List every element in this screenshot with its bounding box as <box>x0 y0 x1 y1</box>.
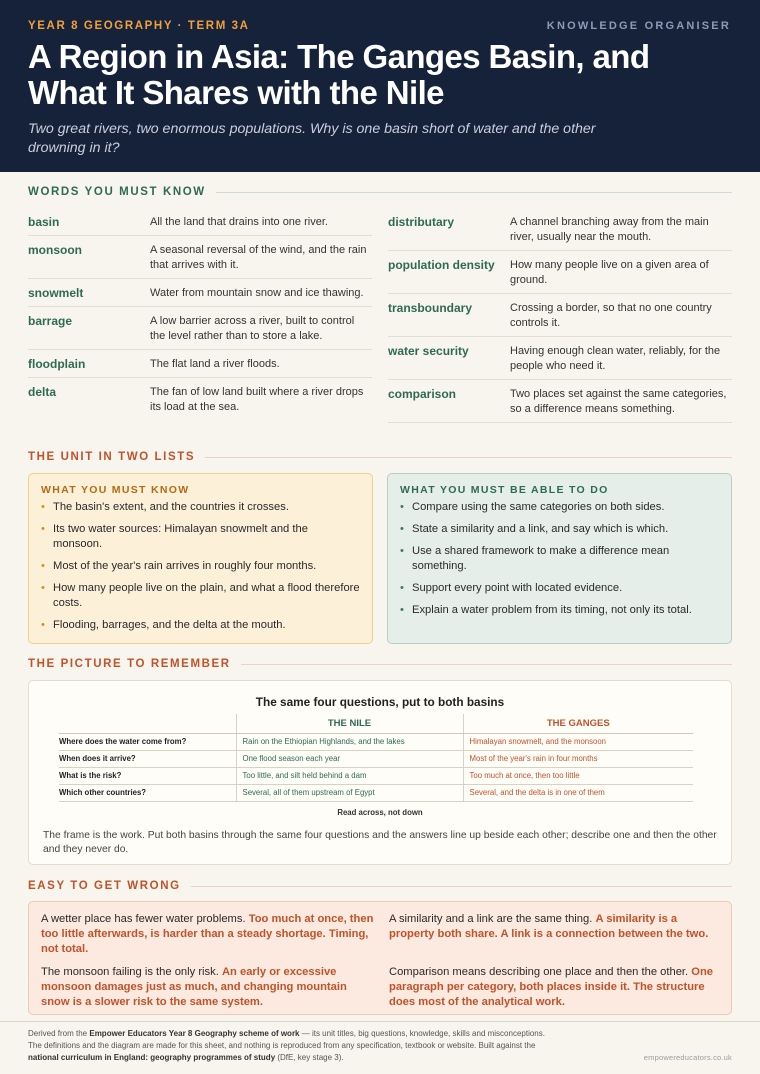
misconception-correction: Too much at once, then too little afterwards, is harder than a steady shortage. Timing, not total. <box>41 913 374 955</box>
divider <box>205 457 732 458</box>
glossary-definition: How many people live on a given area of ground. <box>510 259 709 286</box>
must-know-list <box>41 500 360 633</box>
misconception-text: The monsoon failing is the only risk. <box>41 966 222 978</box>
must-do-list <box>400 500 719 618</box>
must-know-item: • How many people live on the plain, and what a flood therefore costs. <box>41 581 360 611</box>
footer-source: Empower Educators Year 8 Geography scheme of work <box>89 1029 300 1038</box>
question-cell: When does it arrive? <box>59 750 236 767</box>
glossary-term: water security <box>388 344 469 358</box>
misconception-text: A wetter place has fewer water problems. <box>41 913 249 925</box>
footer-website: empowereducators.co.uk <box>643 1053 732 1062</box>
footer-text: — its unit titles, big questions, knowledge, skills and misconceptions. The definitions and the diagram are made for this sheet, and nothing is reproduced from any specification, textbook or website. Built against the <box>28 1029 545 1050</box>
misconceptions-box <box>28 901 732 1015</box>
glossary-term: basin <box>28 215 60 229</box>
glossary-definition: Two places set against the same categories, so a difference means something. <box>510 388 727 415</box>
nile-cell: Rain on the Ethiopian Highlands, and the lakes <box>236 733 463 750</box>
must-do-item: • Support every point with located evidence. <box>400 581 719 596</box>
misconception-correction: An early or excessive monsoon damages just as much, and changing mountain snow is a slower risk to the same system. <box>41 966 347 1008</box>
must-know-item: • Its two water sources: Himalayan snowmelt and the monsoon. <box>41 522 360 552</box>
glossary-row <box>28 307 372 350</box>
glossary-row <box>28 378 372 420</box>
page-subtitle: Two great rivers, two enormous populations. Why is one basin short of water and the other drowning in it? <box>28 121 596 156</box>
ganges-cell: Himalayan snowmelt, and the monsoon <box>463 733 693 750</box>
misconception-text: Comparison means describing one place and then the other. <box>389 966 692 978</box>
glossary-definition: The flat land a river floods. <box>150 358 280 370</box>
glossary-definition: Having enough clean water, reliably, for the people who need it. <box>510 345 721 372</box>
must-do-item: • Use a shared framework to make a difference mean something. <box>400 544 719 574</box>
glossary-term: snowmelt <box>28 286 84 300</box>
must-know-item: • Most of the year's rain arrives in roughly four months. <box>41 559 360 574</box>
table-row <box>59 784 693 801</box>
glossary-term: distributary <box>388 215 455 229</box>
glossary-heading-text: WORDS YOU MUST KNOW <box>28 186 206 198</box>
misconception-correction: A similarity is a property both share. A link is a connection between the two. <box>389 913 709 940</box>
divider <box>191 886 732 887</box>
footer-divider <box>0 1021 760 1022</box>
table-row <box>59 733 693 750</box>
glossary-definition: The fan of low land built where a river drops its load at the sea. <box>150 386 364 413</box>
misconception-correction: One paragraph per category, both places inside it. The structure does most of the analytical work. <box>389 966 714 1008</box>
ganges-cell: Several, and the delta is in one of them <box>463 784 693 801</box>
glossary-definition: All the land that drains into one river. <box>150 216 328 228</box>
diagram-note: Read across, not down <box>337 808 423 817</box>
glossary-term: transboundary <box>388 301 473 315</box>
misconception-text: A similarity and a link are the same thing. <box>389 913 596 925</box>
picture-heading <box>28 658 732 670</box>
glossary-term: comparison <box>388 387 457 401</box>
wrong-heading <box>28 880 732 892</box>
glossary-term: barrage <box>28 314 73 328</box>
nile-column-header: THE NILE <box>236 714 463 733</box>
glossary-row <box>388 380 732 423</box>
ganges-cell: Most of the year's rain in four months <box>463 750 693 767</box>
glossary-row <box>28 236 372 279</box>
nile-cell: Too little, and silt held behind a dam <box>236 767 463 784</box>
glossary-row <box>388 294 732 337</box>
must-do-title: WHAT YOU MUST BE ABLE TO DO <box>400 484 609 496</box>
misconception-item <box>41 965 377 1010</box>
glossary-row <box>28 350 372 378</box>
glossary-definition: A low barrier across a river, built to control the level rather than to store a lake. <box>150 315 355 342</box>
unit-heading-text: THE UNIT IN TWO LISTS <box>28 451 196 463</box>
diagram-caption: The frame is the work. Put both basins through the same four questions and the answers line up beside each other; describe one and then the other and they never do. <box>43 830 717 855</box>
glossary-term: population density <box>388 258 495 272</box>
must-do-item: • Compare using the same categories on both sides. <box>400 500 719 515</box>
divider <box>216 192 732 193</box>
must-do-item: • State a similarity and a link, and say which is which. <box>400 522 719 537</box>
footer-text: Derived from the <box>28 1029 90 1038</box>
glossary-heading <box>28 186 732 198</box>
misconception-item <box>389 912 715 957</box>
ganges-cell: Too much at once, then too little <box>463 767 693 784</box>
must-do-box <box>387 473 732 644</box>
glossary-column-right <box>388 208 732 423</box>
document-type-label: KNOWLEDGE ORGANISER <box>546 20 731 32</box>
glossary-row <box>388 337 732 380</box>
diagram-title: The same four questions, put to both basins <box>255 695 505 709</box>
footer-text: (DfE, key stage 3). <box>275 1053 344 1062</box>
page-title: A Region in Asia: The Ganges Basin, and What It Shares with the Nile <box>28 38 650 111</box>
unit-heading <box>28 451 732 463</box>
table-row <box>59 767 693 784</box>
footer-credits <box>28 1028 558 1064</box>
glossary-row <box>28 208 372 236</box>
nile-cell: One flood season each year <box>236 750 463 767</box>
glossary-row <box>388 251 732 294</box>
must-know-item: • The basin's extent, and the countries it crosses. <box>41 500 360 515</box>
glossary-definition: A seasonal reversal of the wind, and the rain that arrives with it. <box>150 244 367 271</box>
glossary-term: floodplain <box>28 357 86 371</box>
must-know-box <box>28 473 373 644</box>
glossary-row <box>388 208 732 251</box>
glossary-definition: A channel branching away from the main river, usually near the mouth. <box>510 216 709 243</box>
must-know-title: WHAT YOU MUST KNOW <box>41 484 190 496</box>
comparison-table <box>59 714 693 802</box>
glossary-term: monsoon <box>28 243 82 257</box>
glossary-definition: Crossing a border, so that no one country controls it. <box>510 302 712 329</box>
course-kicker: YEAR 8 GEOGRAPHY · TERM 3A <box>28 20 250 32</box>
glossary-column-left <box>28 208 372 423</box>
question-cell: Where does the water come from? <box>59 733 236 750</box>
footer-curriculum: national curriculum in England: geography programmes of study <box>28 1053 276 1062</box>
question-cell: Which other countries? <box>59 784 236 801</box>
comparison-diagram <box>28 680 732 865</box>
misconception-item <box>41 912 377 957</box>
glossary-row <box>28 279 372 307</box>
table-row <box>59 750 693 767</box>
misconception-item <box>389 965 715 1010</box>
picture-heading-text: THE PICTURE TO REMEMBER <box>28 658 231 670</box>
glossary <box>28 208 732 423</box>
must-know-item: • Flooding, barrages, and the delta at the mouth. <box>41 618 360 633</box>
question-cell: What is the risk? <box>59 767 236 784</box>
ganges-column-header: THE GANGES <box>463 714 693 733</box>
header-banner <box>0 0 760 172</box>
wrong-heading-text: EASY TO GET WRONG <box>28 880 181 892</box>
question-column-header <box>59 714 236 733</box>
divider <box>241 664 732 665</box>
glossary-term: delta <box>28 385 57 399</box>
must-do-item: • Explain a water problem from its timing, not only its total. <box>400 603 719 618</box>
glossary-definition: Water from mountain snow and ice thawing. <box>150 287 364 299</box>
nile-cell: Several, all of them upstream of Egypt <box>236 784 463 801</box>
